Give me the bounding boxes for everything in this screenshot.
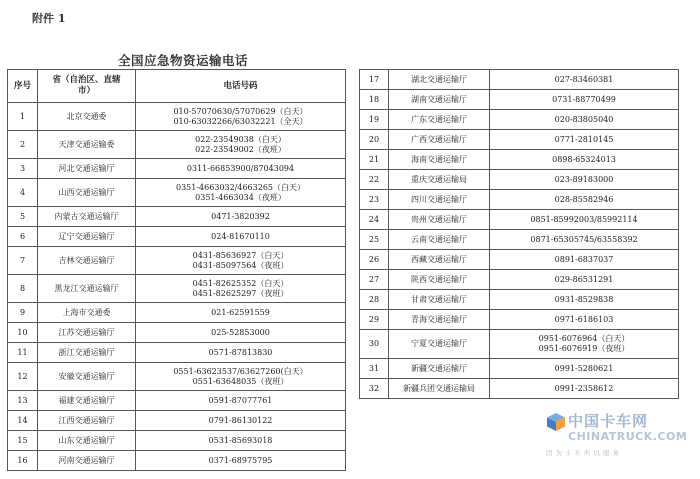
table-row — [8, 207, 346, 227]
province-name: 青海交通运输厅 — [389, 310, 490, 330]
province-name: 广西交通运输厅 — [389, 130, 490, 150]
row-number: 22 — [360, 170, 389, 190]
row-number: 10 — [8, 323, 38, 343]
province-name: 福建交通运输厅 — [38, 391, 136, 411]
phone-number: 022-23549038（白天） — [195, 134, 286, 144]
row-number: 4 — [8, 179, 38, 207]
province-name: 内蒙古交通运输厅 — [38, 207, 136, 227]
row-number: 3 — [8, 159, 38, 179]
table-row — [8, 323, 346, 343]
table-row — [360, 110, 679, 130]
phone-number: 0951-6076964（白天） — [538, 334, 630, 343]
phone-cell — [490, 210, 679, 230]
table-row — [8, 275, 346, 303]
row-number: 6 — [8, 227, 38, 247]
row-number: 32 — [360, 379, 389, 399]
table-row — [360, 290, 679, 310]
phone-number: 028-85582946 — [554, 194, 614, 204]
province-name: 安徽交通运输厅 — [38, 363, 136, 391]
row-number: 9 — [8, 303, 38, 323]
phone-number: 0551-63623537/63627260(白天） — [173, 366, 308, 376]
table-row — [8, 179, 346, 207]
row-number: 15 — [8, 431, 38, 451]
phone-cell — [490, 70, 679, 90]
table-row — [360, 170, 679, 190]
row-number: 2 — [8, 131, 38, 159]
table-row — [8, 411, 346, 431]
table-row — [360, 310, 679, 330]
phone-number: 0351-4663034（夜班） — [195, 192, 286, 202]
watermark-logo — [546, 408, 688, 464]
phone-number: 0591-87077761 — [208, 395, 273, 405]
row-number: 21 — [360, 150, 389, 170]
phone-table-right — [359, 69, 679, 399]
phone-cell — [136, 391, 346, 411]
table-row — [360, 330, 679, 359]
row-number: 26 — [360, 250, 389, 270]
table-row — [8, 343, 346, 363]
province-name: 陕西交通运输厅 — [389, 270, 490, 290]
row-number: 20 — [360, 130, 389, 150]
phone-cell — [490, 90, 679, 110]
phone-number: 0531-85693018 — [208, 435, 273, 445]
phone-cell — [136, 363, 346, 391]
phone-number: 0571-87813830 — [208, 347, 273, 357]
phone-cell — [136, 343, 346, 363]
row-number: 11 — [8, 343, 38, 363]
row-number: 27 — [360, 270, 389, 290]
phone-cell — [136, 207, 346, 227]
phone-number: 020-83805040 — [554, 114, 614, 124]
phone-number: 021-62591559 — [211, 307, 270, 317]
province-name: 北京交通委 — [38, 103, 136, 131]
phone-number: 0551-63648035（夜班） — [192, 376, 289, 386]
table-row — [8, 159, 346, 179]
province-name: 黑龙江交通运输厅 — [38, 275, 136, 303]
table-row — [8, 391, 346, 411]
header-province: 省（自治区、直辖市） — [38, 70, 136, 103]
phone-cell — [136, 303, 346, 323]
phone-cell — [490, 190, 679, 210]
table-row — [360, 70, 679, 90]
row-number: 5 — [8, 207, 38, 227]
province-name: 湖北交通运输厅 — [389, 70, 490, 90]
phone-number: 0971-6186103 — [554, 314, 614, 324]
province-name: 海南交通运输厅 — [389, 150, 490, 170]
province-name: 河北交通运输厅 — [38, 159, 136, 179]
row-number: 8 — [8, 275, 38, 303]
phone-number: 010-63032266/63032221（全天） — [173, 116, 308, 126]
phone-cell — [490, 170, 679, 190]
phone-number: 0471-3820392 — [211, 211, 270, 221]
phone-cell — [136, 227, 346, 247]
phone-cell — [136, 131, 346, 159]
row-number: 25 — [360, 230, 389, 250]
phone-number: 0898-65324013 — [552, 154, 616, 164]
phone-number: 0891-6837037 — [554, 254, 614, 264]
phone-cell — [490, 230, 679, 250]
table-row — [360, 250, 679, 270]
phone-cell — [490, 330, 679, 359]
table-row — [360, 90, 679, 110]
province-name: 广东交通运输厅 — [389, 110, 490, 130]
row-number: 1 — [8, 103, 38, 131]
phone-number: 024-81670110 — [211, 231, 270, 241]
phone-cell — [490, 379, 679, 399]
phone-cell — [136, 323, 346, 343]
phone-number: 0851-85992003/85992114 — [530, 214, 638, 224]
phone-cell — [490, 310, 679, 330]
province-name: 山西交通运输厅 — [38, 179, 136, 207]
province-name: 江西交通运输厅 — [38, 411, 136, 431]
table-row — [8, 103, 346, 131]
table-row — [8, 227, 346, 247]
phone-number: 0431-85636927（白天） — [192, 250, 289, 260]
province-name: 河南交通运输厅 — [38, 451, 136, 471]
province-name: 浙江交通运输厅 — [38, 343, 136, 363]
row-number: 24 — [360, 210, 389, 230]
province-name: 湖南交通运输厅 — [389, 90, 490, 110]
phone-cell — [136, 411, 346, 431]
phone-number: 0931-8529838 — [554, 294, 614, 304]
row-number: 31 — [360, 359, 389, 379]
phone-cell — [136, 179, 346, 207]
phone-number: 0311-66853900/87043094 — [186, 163, 295, 173]
province-name: 重庆交通运输局 — [389, 170, 490, 190]
table-row — [8, 363, 346, 391]
table-row — [360, 270, 679, 290]
phone-cell — [490, 359, 679, 379]
phone-number: 0351-4663032/4663265（白天） — [175, 182, 305, 192]
row-number: 17 — [360, 70, 389, 90]
attachment-label: 附件 1 — [32, 12, 66, 25]
phone-number: 0991-2358612 — [554, 383, 614, 393]
table-row — [360, 150, 679, 170]
province-name: 江苏交通运输厅 — [38, 323, 136, 343]
table-row — [360, 230, 679, 250]
phone-cell — [136, 159, 346, 179]
phone-number: 010-57070630/57070629（白天） — [173, 106, 308, 116]
province-name: 云南交通运输厅 — [389, 230, 490, 250]
table-row — [360, 379, 679, 399]
phone-cell — [490, 250, 679, 270]
row-number: 30 — [360, 330, 389, 359]
phone-number: 0771-2810145 — [554, 134, 614, 144]
table-row — [360, 190, 679, 210]
phone-table-left — [7, 69, 346, 471]
province-name: 西藏交通运输厅 — [389, 250, 490, 270]
row-number: 12 — [8, 363, 38, 391]
phone-number: 0871-65305745/63558392 — [530, 234, 638, 244]
phone-cell — [136, 451, 346, 471]
phone-number: 0791-86130122 — [208, 415, 273, 425]
phone-cell — [490, 270, 679, 290]
table-row — [8, 303, 346, 323]
table-row — [360, 130, 679, 150]
document-title: 全国应急物资运输电话 — [118, 53, 249, 68]
phone-number: 0451-82625352（白天） — [192, 278, 289, 288]
phone-cell — [136, 247, 346, 275]
table-row — [360, 359, 679, 379]
row-number: 28 — [360, 290, 389, 310]
phone-number: 029-86531291 — [554, 274, 614, 284]
phone-cell — [490, 130, 679, 150]
phone-number: 025-52853000 — [211, 327, 270, 337]
province-name: 贵州交通运输厅 — [389, 210, 490, 230]
table-row — [8, 431, 346, 451]
header-num: 序号 — [8, 70, 38, 103]
phone-number: 022-23549002（夜班） — [195, 144, 286, 154]
phone-cell — [136, 103, 346, 131]
watermark-slogan: 因为卡车所以服务 — [546, 449, 622, 457]
phone-number: 0431-85097564（夜班） — [192, 260, 289, 270]
phone-cell — [136, 275, 346, 303]
watermark-english: CHINATRUCK.COM — [568, 430, 688, 443]
phone-cell — [136, 431, 346, 451]
watermark-chinese: 中国卡车网 — [568, 412, 649, 430]
phone-number: 0371-68975795 — [208, 455, 273, 465]
row-number: 19 — [360, 110, 389, 130]
phone-cell — [490, 110, 679, 130]
phone-number: 023-89183000 — [554, 174, 614, 184]
table-row — [8, 247, 346, 275]
province-name: 宁夏交通运输厅 — [389, 330, 490, 359]
row-number: 14 — [8, 411, 38, 431]
row-number: 16 — [8, 451, 38, 471]
table-row — [360, 210, 679, 230]
cube-logo-icon — [546, 412, 566, 432]
phone-number: 0451-82625297（夜班） — [192, 288, 289, 298]
table-header-row — [8, 70, 346, 103]
header-phone: 电话号码 — [136, 70, 346, 103]
row-number: 29 — [360, 310, 389, 330]
phone-number: 0951-6076919（夜班） — [538, 344, 630, 353]
row-number: 7 — [8, 247, 38, 275]
province-name: 吉林交通运输厅 — [38, 247, 136, 275]
province-name: 新疆兵团交通运输局 — [389, 379, 490, 399]
phone-cell — [490, 150, 679, 170]
row-number: 18 — [360, 90, 389, 110]
row-number: 13 — [8, 391, 38, 411]
phone-cell — [490, 290, 679, 310]
province-name: 山东交通运输厅 — [38, 431, 136, 451]
phone-number: 0731-88770499 — [552, 94, 616, 104]
table-row — [8, 131, 346, 159]
province-name: 四川交通运输厅 — [389, 190, 490, 210]
province-name: 新疆交通运输厅 — [389, 359, 490, 379]
province-name: 甘肃交通运输厅 — [389, 290, 490, 310]
phone-number: 0991-5280621 — [554, 363, 614, 373]
table-row — [8, 451, 346, 471]
row-number: 23 — [360, 190, 389, 210]
province-name: 上海市交通委 — [38, 303, 136, 323]
phone-number: 027-83460381 — [554, 74, 614, 84]
province-name: 辽宁交通运输厅 — [38, 227, 136, 247]
province-name: 天津交通运输委 — [38, 131, 136, 159]
